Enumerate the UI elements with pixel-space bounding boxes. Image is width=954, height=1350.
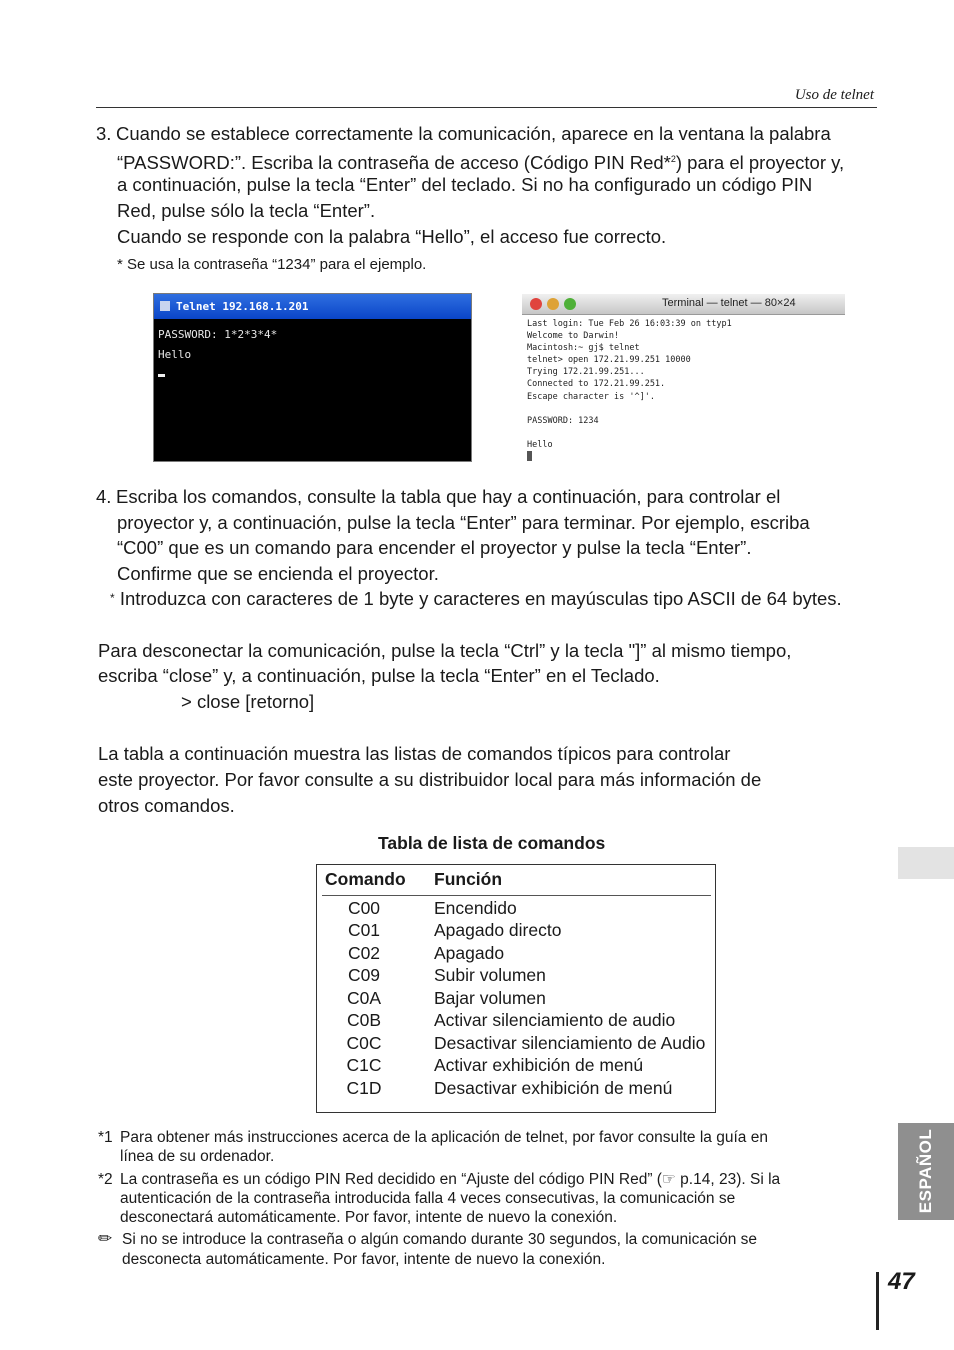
close-dot-icon (530, 298, 542, 310)
step-4-note (110, 586, 842, 612)
telnet-app-icon (160, 301, 170, 311)
footnote-2-line-1 (120, 1170, 780, 1190)
step-4-note-text: Introduzca con caracteres de 1 byte y caracteres en mayúsculas tipo ASCII de 64 bytes. (119, 588, 842, 609)
step-4-number: 4. (96, 486, 112, 507)
function-cell: Apagado (434, 943, 505, 963)
footnote-2-line-3: desconectará automáticamente. Por favor, intente de nuevo la conexión. (120, 1209, 618, 1226)
terminal-line: Welcome to Darwin! (527, 331, 620, 342)
command-cell: C0B (346, 1010, 382, 1030)
mac-titlebar (522, 294, 845, 315)
command-cell: C00 (347, 898, 381, 918)
page-number-rule (876, 1272, 879, 1330)
command-cell: C01 (347, 920, 381, 940)
terminal-line: Escape character is '^]'. (527, 391, 655, 402)
terminal-line: Hello (527, 439, 553, 450)
command-cell: C1D (346, 1078, 382, 1098)
function-cell: Activar exhibición de menú (434, 1055, 644, 1075)
command-cell: C09 (347, 965, 381, 985)
zoom-dot-icon (564, 298, 576, 310)
function-cell: Subir volumen (434, 965, 546, 985)
step-3-note: * Se usa la contraseña “1234” para el ejemplo. (117, 256, 427, 273)
note-line-1: Si no se introduce la contraseña o algún comando durante 30 segundos, la comunicación se (122, 1231, 758, 1248)
step-3-line-3: a continuación, pulse la tecla “Enter” del teclado. Si no ha configurado un código PIN (117, 174, 813, 195)
table-intro-line-1: La tabla a continuación muestra las listas de comandos típicos para controlar (98, 743, 731, 764)
windows-title: Telnet 192.168.1.201 (176, 300, 309, 313)
table-title: Tabla de lista de comandos (378, 833, 606, 853)
windows-telnet-screenshot (153, 293, 472, 462)
table-intro-line-3: otros comandos. (98, 795, 235, 816)
footnote-2-text-b: p.14, 23). Si la (675, 1171, 781, 1188)
pencil-note-icon: ✏ (98, 1229, 113, 1248)
footnote-1-line-1: Para obtener más instrucciones acerca de la aplicación de telnet, por favor consulte la guía en (120, 1129, 768, 1146)
mac-title: Terminal — telnet — 80×24 (662, 297, 796, 309)
note-asterisk: * (110, 591, 115, 605)
command-cell: C02 (347, 943, 381, 963)
step-3-line-4: Red, pulse sólo la tecla “Enter”. (117, 200, 376, 221)
terminal-line (527, 427, 845, 439)
terminal-line: PASSWORD: 1234 (527, 415, 599, 426)
function-cell: Activar silenciamiento de audio (434, 1010, 676, 1030)
cursor-icon (158, 374, 165, 377)
table-intro-line-2: este proyector. Por favor consulte a su distribuidor local para más información de (98, 769, 762, 790)
footnote-ref-2: 2 (670, 154, 676, 164)
function-cell: Apagado directo (434, 920, 562, 940)
terminal-line: Trying 172.21.99.251... (527, 367, 645, 378)
footnote-2-line-2: autenticación de la contraseña introducida falla 4 veces consecutivas, la comunicación se (120, 1190, 736, 1207)
function-cell: Bajar volumen (434, 988, 546, 1008)
terminal-line (527, 403, 845, 415)
running-header: Uso de telnet (794, 87, 874, 103)
mac-terminal-screenshot (522, 294, 845, 462)
disconnect-line-2: escriba “close” y, a continuación, pulse la tecla “Enter” en el Teclado. (98, 665, 660, 686)
footnote-1-mark: *1 (98, 1129, 113, 1146)
language-tab-label: ESPAÑOL (916, 1128, 935, 1214)
cursor-icon (527, 451, 532, 461)
step-3-text: Cuando se establece correctamente la comunicación, aparece en la ventana la palabra (116, 123, 831, 144)
step-3-line-2a: “PASSWORD:”. Escriba la contraseña de acceso (Código PIN Red* (117, 152, 671, 174)
step-4-line-1 (96, 484, 780, 510)
step-4-line-4: Confirme que se encienda el proyector. (117, 563, 439, 584)
terminal-line: Last login: Tue Feb 26 16:03:39 on ttyp1 (527, 319, 732, 329)
side-tab-placeholder (898, 847, 954, 879)
page-number: 47 (888, 1268, 915, 1295)
step-4-line-3: “C00” que es un comando para encender el proyector y pulse la tecla “Enter”. (117, 537, 752, 558)
step-3-line-1 (96, 121, 831, 147)
step-4-line-2: proyector y, a continuación, pulse la tecla “Enter” para terminar. Por ejemplo, escriba (117, 512, 810, 533)
step-3-line-2b: ) para el proyector y, (675, 152, 845, 174)
command-cell: C1C (346, 1055, 382, 1075)
function-cell: Desactivar exhibición de menú (434, 1078, 673, 1098)
column-header-function: Función (434, 869, 503, 889)
windows-terminal-output (154, 319, 471, 385)
header-divider (322, 895, 711, 896)
column-header-command: Comando (325, 869, 406, 889)
windows-titlebar (154, 294, 471, 319)
terminal-line: Hello (158, 348, 192, 361)
minimize-dot-icon (547, 298, 559, 310)
note-line-2: desconecta automáticamente. Por favor, intente de nuevo la conexión. (122, 1251, 606, 1268)
footnote-2-text-a: La contraseña es un código PIN Red decidido en “Ajuste del código PIN Red” ( (120, 1171, 662, 1188)
terminal-line: PASSWORD: 1*2*3*4* (158, 328, 278, 341)
language-tab (898, 1123, 954, 1220)
function-cell: Desactivar silenciamiento de Audio (434, 1033, 706, 1053)
footnote-2-mark: *2 (98, 1171, 113, 1188)
step-3-number: 3. (96, 123, 112, 144)
terminal-line: Connected to 172.21.99.251. (527, 379, 666, 390)
command-cell: C0C (346, 1033, 382, 1053)
pointing-hand-icon: ☞ (661, 1171, 676, 1188)
function-cell: Encendido (434, 898, 517, 918)
mac-terminal-output (522, 315, 845, 463)
disconnect-line-1: Para desconectar la comunicación, pulse la tecla “Ctrl” y la tecla "]” al mismo tiempo, (98, 640, 792, 661)
command-cell: C0A (346, 988, 382, 1008)
terminal-line: Macintosh:~ gj$ telnet (527, 343, 640, 354)
step-4-text: Escriba los comandos, consulte la tabla que hay a continuación, para controlar el (116, 486, 781, 507)
step-3-line-5: Cuando se responde con la palabra “Hello”, el acceso fue correcto. (117, 226, 667, 247)
footnote-1-line-2: línea de su ordenador. (120, 1148, 275, 1165)
close-command: > close [retorno] (181, 691, 315, 712)
header-rule (96, 107, 877, 108)
terminal-line: telnet> open 172.21.99.251 10000 (527, 355, 691, 366)
